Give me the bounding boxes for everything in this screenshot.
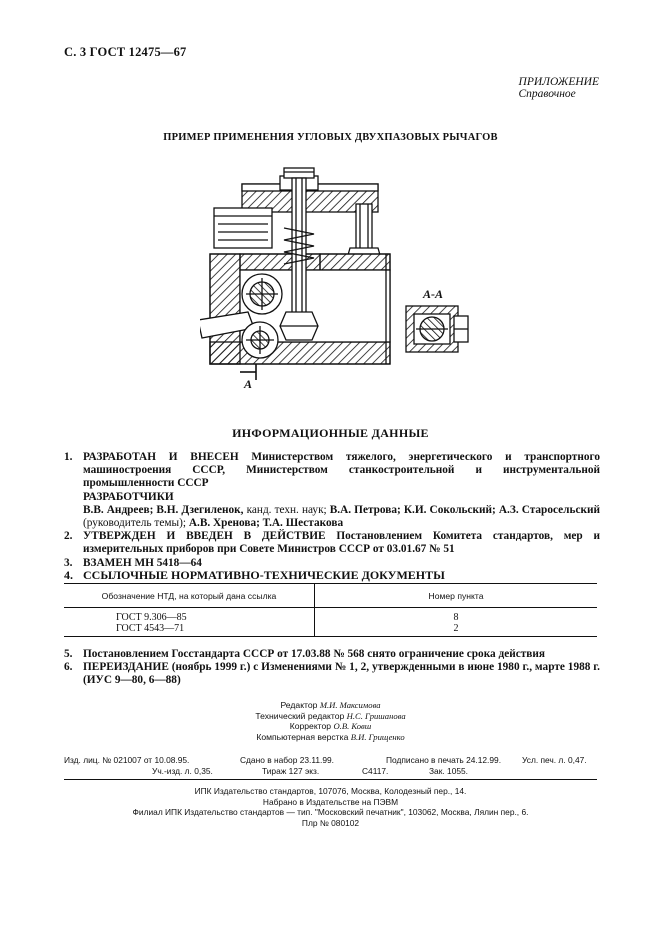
imprint-line: Филиал ИПК Издательство стандартов — тип. "Московский печатник", 103062, Москва, Лялин пер., 6.	[132, 807, 529, 817]
publishing-signed: Подписано в печать 24.12.99.	[386, 755, 502, 765]
info-items	[64, 451, 600, 570]
info-items-tail	[64, 648, 600, 688]
publishing-license: Изд. лиц. № 021007 от 10.08.95.	[64, 755, 190, 765]
credit-proofreader: Корректор О.В. Ковш	[289, 721, 372, 731]
references-table	[64, 583, 597, 637]
info-item-2: 2. УТВЕРЖДЕН И ВВЕДЕН В ДЕЙСТВИЕ Постановлением Комитета стандартов, мер и измерительных приборов при Совете Министров СССР от 03.01.67 № 51	[64, 530, 601, 556]
item1-lead: РАЗРАБОТАН И ВНЕСЕН	[83, 451, 239, 463]
imprint-line: Набрано в Издательстве на ПЭВМ	[262, 796, 399, 807]
appendix-type: Справочное	[518, 88, 576, 100]
item2-lead: УТВЕРЖДЕН И ВВЕДЕН В ДЕЙСТВИЕ	[83, 530, 326, 543]
publishing-print-sheets: Усл. печ. л. 0,47.	[522, 755, 587, 765]
info-item-3: 3. ВЗАМЕН МН 5418—64	[64, 556, 202, 569]
credit-layout: Компьютерная верстка В.И. Грищенко	[256, 731, 405, 742]
section-label: А-А	[423, 287, 444, 301]
page-header: С. 3 ГОСТ 12475—67	[64, 45, 187, 59]
developers-label: РАЗРАБОТЧИКИ	[83, 490, 174, 503]
lever-assembly-drawing	[200, 162, 470, 394]
publishing-sent: Сдано в набор 23.11.99.	[240, 755, 335, 765]
figure-title: ПРИМЕР ПРИМЕНЕНИЯ УГЛОВЫХ ДВУХПАЗОВЫХ РЫЧАГОВ	[163, 132, 498, 143]
imprint-line: Плр № 080102	[301, 817, 360, 828]
table-row: ГОСТ 9.306—85 8	[64, 608, 597, 624]
credits	[0, 700, 661, 742]
table-header: Номер пункта	[315, 584, 598, 608]
imprint-line: ИПК Издательство стандартов, 107076, Москва, Колодезный пер., 14.	[194, 786, 467, 796]
info-item-4-title: 4. ССЫЛОЧНЫЕ НОРМАТИВНО-ТЕХНИЧЕСКИЕ ДОКУМЕНТЫ	[64, 568, 445, 582]
info-item-6: 6. ПЕРЕИЗДАНИЕ (ноябрь 1999 г.) с Изменениями № 1, 2, утвержденными в июне 1980 г., марте 1988 г. (ИУС 9—80, 6—88)	[64, 661, 600, 687]
credit-tech-editor: Технический редактор Н.С. Гришанова	[255, 710, 406, 721]
divider	[64, 779, 597, 780]
info-item-5: 5. Постановлением Госстандарта СССР от 17.03.88 № 568 снято ограничение срока действия	[64, 648, 546, 660]
publishing-pub-sheets: Уч.-изд. л. 0,35.	[152, 766, 213, 776]
section-marker-label: А	[244, 377, 253, 391]
appendix-title: ПРИЛОЖЕНИЕ	[518, 76, 599, 88]
appendix-label	[519, 76, 599, 100]
item1-text: Министерством тяжелого, энергетического и транспортного машиностроения СССР, Министерством станкостроительной и инструментальной промышленности СССР	[83, 451, 600, 490]
publishing-order: Зак. 1055.	[429, 766, 468, 776]
table-header: Обозначение НТД, на который дана ссылка	[64, 584, 315, 608]
item2-text: Постановлением Комитета стандартов, мер и измерительных приборов при Совете Министров СССР от 03.01.67 № 51	[83, 530, 601, 556]
publishing-circulation: Тираж 127 экз.	[262, 766, 320, 776]
info-title: ИНФОРМАЦИОННЫЕ ДАННЫЕ	[232, 426, 429, 440]
imprint-footer	[0, 786, 661, 828]
table-row: ГОСТ 4543—71 2	[64, 624, 597, 637]
info-item-1: 1. РАЗРАБОТАН И ВНЕСЕН Министерством тяжелого, энергетического и транспортного машиностроения СССР, Министерством станкостроительной и инструментальной промышленности СССР РАЗРАБОТЧИКИ	[64, 451, 600, 503]
developers-list: В.В. Андреев; В.Н. Дзегиленок, канд. техн. наук; В.А. Петрова; К.И. Сокольский; А.З. Старосельский (руководитель темы); А.В. Хренова; Т.А. Шестакова	[83, 503, 600, 530]
publishing-code: С4117.	[362, 766, 389, 776]
credit-editor: Редактор М.И. Максимова	[280, 700, 381, 710]
